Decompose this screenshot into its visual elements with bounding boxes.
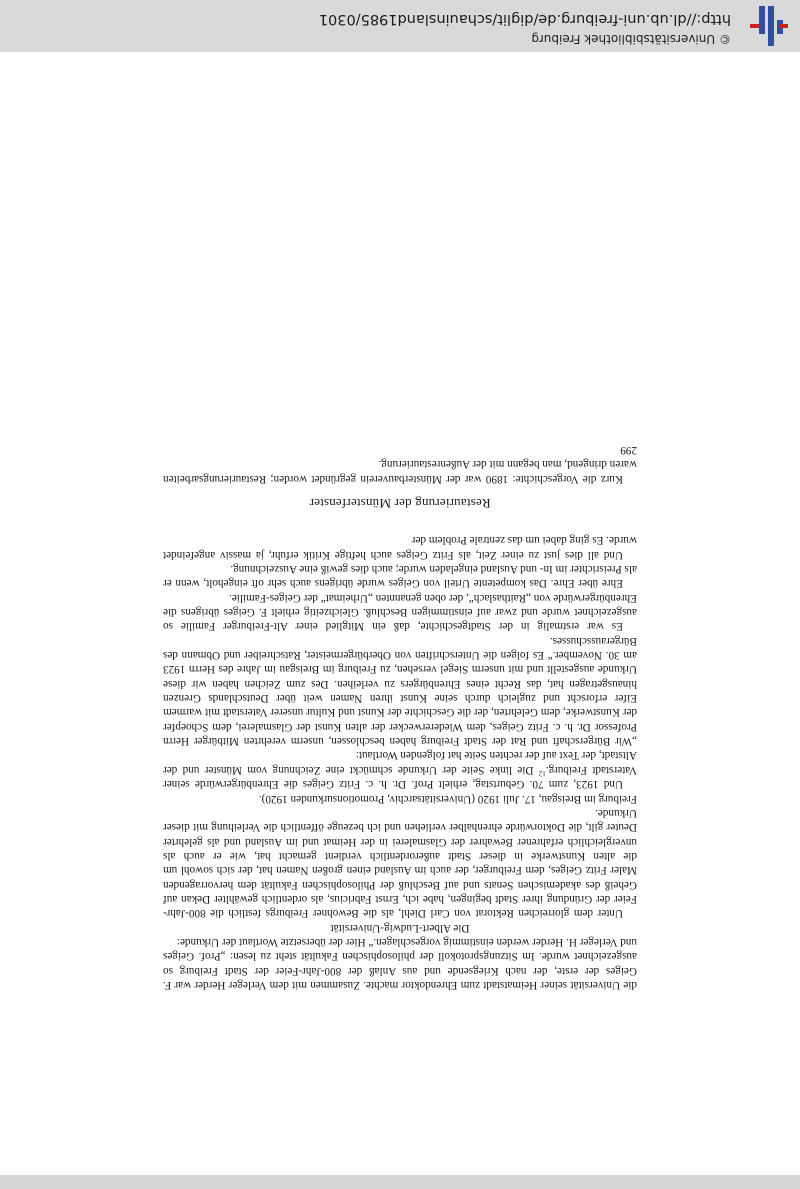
page-number: 299 [620,443,637,456]
top-gray-bar [0,1175,800,1189]
page-content [163,443,637,992]
university-library-logo-icon [748,4,790,48]
citizenship-certificate-text: „Wir Bürgerschaft und Rat der Stadt Freiburg haben beschlossen, unserm verehrten Mitbürger Herrn Professor Dr. h. c. Fritz Geiges, dem Wiedererwecker der alten Kunst der Glasmalerei, dem Schoepfer der Kunstwerke, dem Gelehrten, der die Geschichte der Kunst und Kultur unserer Vaterstadt mit warmem Eifer erforscht und zugleich durch seine Kunst ihren Namen weit über Deutschlands Grenzen hinausgetragen hat, das Recht eines Ehrenbürgers zu verleihen. Des zum Zeichen haben wir diese Urkunde ausgestellt und mit unserm Siegel versehen, zu Freiburg im Breisgau im Jahre des Herrn 1923 am 30. November.“ Es folgen die Unterschriften von Oberbürgermeister, Ratschreiber und Obmann des Bürgerausschusses. [163,634,637,748]
diploma-source: Freiburg im Breisgau, 17. Juli 1920 (Universitätsarchiv, Promotionsurkunden 1920). [258,792,637,805]
paragraph-citizenship-part2: Die linke Seite der Urkunde schmückt eine Zeichnung vom Münster und der Altstadt, der Text auf der rechten Seite hat folgenden Wortlaut: [163,749,637,776]
section-heading: Restaurierung der Münsterfenster [309,496,491,511]
university-heading: Die Albert-Ludwig-Universität [330,921,470,934]
diploma-text: Unter dem glorreichen Rektorat von Carl Diehl, als die Bewohner Freiburgs festlich die 800-Jahr-Feier der Gründung ihrer Stadt begingen, habe ich, Ernst Fabricius, als ordentlich gewählter Dekan auf Geheiß des akademischen Senats und auf Beschluß der Philosophischen Fakultät dem hervorragenden Maler Fritz Geiges, dem Freiburger, der auch im Ausland einen großen Namen hat, der sich sowohl um die alten Kunstwerke in dieser Stadt außerordentlich verdient gemacht hat, wie er auch als unvergleichlich erfahrener Bewahrer der Glasmalerei in der Heimat und im Ausland und als gelehrter Deuter gilt, die Doktorwürde ehrenhalber verliehen und ich bezeuge öffentlich die Verleihung mit dieser Urkunde. [163,806,637,920]
paragraph-intro: die Universität seiner Heimatstadt zum Ehrendoktor machte. Zusammen mit dem Verleger Herder war F. Geiges der erste, der nach Kriegsende und aus Anlaß der 800-Jahr-Feier der Stadt Freiburg so ausgezeichnet wurde. Im Sitzungsprotokoll der philosophischen Fakultät steht zu lesen: „Prof. Geiges und Verleger H. Herder werden einstimmig vorgeschlagen.“ Hier der übersetzte Wortlaut der Urkunde: [163,935,637,991]
paragraph-critique: Und all dies just zu einer Zeit, als Fritz Geiges auch heftige Kritik erfuhr, ja massiv angefeindet wurde. Es ging dabei um das zentrale Problem der [163,534,637,561]
document-url-link[interactable]: http://dl.ub.uni-freiburg.de/diglit/schauinsland1985/0301 [318,11,731,27]
paragraph-citizenship-part1: Und 1923, zum 70. Geburtstag, erhielt Prof. Dr. h. c. Fritz Geiges die Ehrenbürgerwürde seiner Vaterstadt Freiburg. [163,763,637,791]
paragraph-first-time: Es war erstmalig in der Stadtgeschichte, daß ein Mitglied einer Alt-Freiburger Familie so ausgezeichnet wurde und zwar auf einstimmigen Beschluß. Gleichzeitig erhielt F. Geiges übrigens die Ehrenbürgerwürde von „Raithaslach“, der oben genannten „Urheimat“ der Geiges-Familie. [163,591,637,633]
footnote-marker: 12 [538,769,546,778]
paragraph-honorary-citizenship [163,748,637,791]
footer-bar [0,0,800,52]
paragraph-honor: Ehre über Ehre. Das kompetente Urteil von Geiges wurde übrigens auch sehr oft eingeholt, wenn er als Preisrichter im In- und Ausland eingeladen wurde; auch dies gewiß eine Auszeichnung. [163,563,637,590]
paragraph-history: Kurz die Vorgeschichte: 1890 war der Münsterbauverein gegründet worden; Restaurierungsarbeiten waren dringend, man begann mit der Außenrestaurierung. [163,458,637,485]
section-spacer [163,517,637,533]
copyright-credit: © Universitätsbibliothek Freiburg [531,32,731,46]
